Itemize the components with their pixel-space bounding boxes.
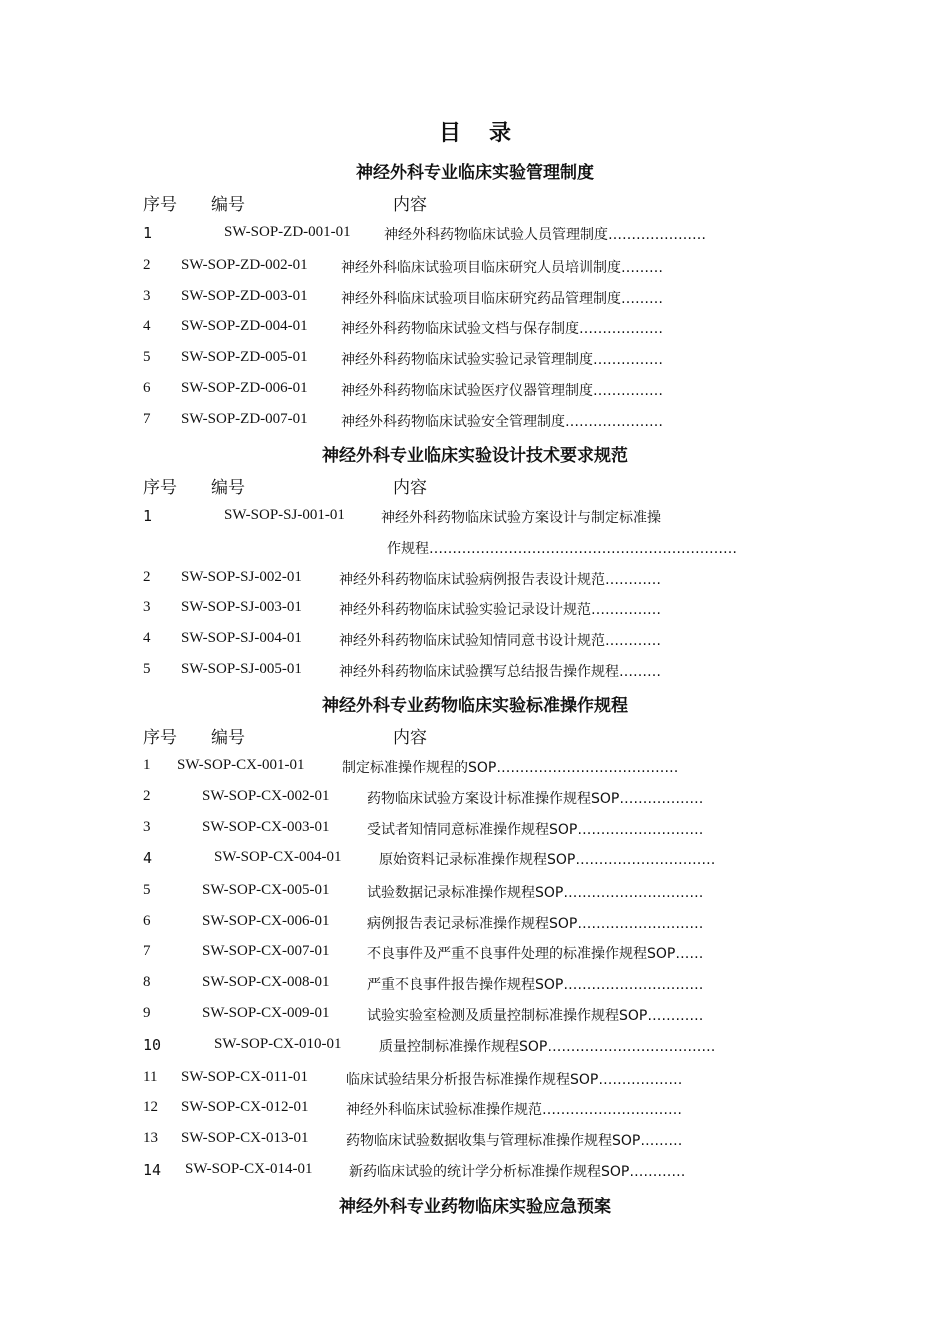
row-content: 神经外科药物临床试验知情同意书设计规范………… (339, 633, 661, 649)
row-code: SW-SOP-CX-005-01 (202, 882, 330, 898)
row-code: SW-SOP-SJ-002-01 (181, 569, 302, 585)
row-content: 质量控制标准操作规程SOP……………………………… (379, 1039, 716, 1055)
row-code: SW-SOP-CX-003-01 (202, 819, 330, 835)
column-header (0, 723, 950, 747)
row-num: 4 (143, 849, 153, 867)
row-num: 8 (143, 974, 151, 990)
header-code: 编号 (211, 728, 245, 748)
row-code: SW-SOP-CX-011-01 (181, 1069, 308, 1085)
toc-row[interactable] (0, 757, 950, 779)
row-num: 3 (143, 288, 151, 304)
row-num: 5 (143, 349, 151, 365)
toc-row[interactable] (0, 288, 950, 310)
header-content: 内容 (393, 478, 427, 498)
row-content: 神经外科药物临床试验实验记录管理制度…………… (341, 352, 663, 368)
row-num: 4 (143, 318, 151, 334)
row-num: 2 (143, 569, 151, 585)
row-num: 12 (143, 1099, 158, 1115)
row-content: 不良事件及严重不良事件处理的标准操作规程SOP…… (367, 946, 704, 962)
row-code: SW-SOP-ZD-003-01 (181, 288, 308, 304)
toc-row[interactable] (0, 1036, 950, 1058)
row-code: SW-SOP-CX-013-01 (181, 1130, 309, 1146)
row-code: SW-SOP-CX-010-01 (214, 1036, 342, 1052)
row-content: 神经外科药物临床试验方案设计与制定标准操 (381, 510, 661, 526)
row-code: SW-SOP-ZD-001-01 (224, 224, 351, 240)
row-num: 2 (143, 257, 151, 273)
row-num: 6 (143, 913, 151, 929)
toc-row[interactable] (0, 788, 950, 810)
row-code: SW-SOP-ZD-002-01 (181, 257, 308, 273)
row-num: 1 (143, 507, 153, 525)
toc-row-continued (0, 538, 950, 560)
row-content: 受试者知情同意标准操作规程SOP……………………… (367, 822, 704, 838)
row-content: 病例报告表记录标准操作规程SOP……………………… (367, 916, 704, 932)
row-num: 2 (143, 788, 151, 804)
row-num: 4 (143, 630, 151, 646)
row-num: 3 (143, 819, 151, 835)
row-code: SW-SOP-CX-004-01 (214, 849, 342, 865)
row-code: SW-SOP-CX-012-01 (181, 1099, 309, 1115)
toc-row[interactable] (0, 1005, 950, 1027)
toc-row[interactable] (0, 1130, 950, 1152)
row-num: 14 (143, 1161, 162, 1179)
row-code: SW-SOP-CX-002-01 (202, 788, 330, 804)
header-code: 编号 (211, 478, 245, 498)
row-code: SW-SOP-CX-014-01 (185, 1161, 313, 1177)
toc-row[interactable] (0, 661, 950, 683)
row-content: 严重不良事件报告操作规程SOP………………………… (367, 977, 704, 993)
header-content: 内容 (393, 728, 427, 748)
row-content: 药物临床试验方案设计标准操作规程SOP……………… (367, 791, 704, 807)
toc-row[interactable] (0, 507, 950, 529)
row-content: 原始资料记录标准操作规程SOP………………………… (379, 852, 716, 868)
toc-row[interactable] (0, 380, 950, 402)
row-code: SW-SOP-CX-008-01 (202, 974, 330, 990)
row-code: SW-SOP-CX-001-01 (177, 757, 305, 773)
toc-row[interactable] (0, 411, 950, 433)
row-code: SW-SOP-SJ-004-01 (181, 630, 302, 646)
row-content-continued: 作规程………………………………………………………… (387, 541, 737, 557)
row-num: 5 (143, 882, 151, 898)
row-content: 药物临床试验数据收集与管理标准操作规程SOP……… (346, 1133, 683, 1149)
row-code: SW-SOP-SJ-001-01 (224, 507, 345, 523)
row-content: 神经外科药物临床试验实验记录设计规范…………… (339, 602, 661, 618)
row-content: 新药临床试验的统计学分析标准操作规程SOP………… (349, 1164, 686, 1180)
toc-row[interactable] (0, 819, 950, 841)
row-content: 神经外科药物临床试验人员管理制度………………… (384, 227, 706, 243)
toc-row[interactable] (0, 318, 950, 340)
row-content: 神经外科临床试验标准操作规范………………………… (346, 1102, 682, 1118)
row-code: SW-SOP-ZD-007-01 (181, 411, 308, 427)
row-content: 试验数据记录标准操作规程SOP………………………… (367, 885, 704, 901)
toc-row[interactable] (0, 882, 950, 904)
toc-row[interactable] (0, 224, 950, 246)
row-num: 1 (143, 224, 153, 242)
row-content: 神经外科药物临床试验病例报告表设计规范………… (339, 572, 661, 588)
row-code: SW-SOP-SJ-003-01 (181, 599, 302, 615)
row-content: 神经外科药物临床试验文档与保存制度……………… (341, 321, 663, 337)
row-num: 13 (143, 1130, 158, 1146)
row-num: 1 (143, 757, 151, 773)
page-title: 目录 (438, 121, 539, 146)
toc-row[interactable] (0, 599, 950, 621)
row-num: 6 (143, 380, 151, 396)
row-content: 制定标准操作规程的SOP………………………………… (342, 760, 679, 776)
row-num: 7 (143, 943, 151, 959)
row-content: 神经外科临床试验项目临床研究药品管理制度……… (341, 291, 663, 307)
header-num: 序号 (143, 728, 177, 748)
toc-row[interactable] (0, 943, 950, 965)
row-num: 9 (143, 1005, 151, 1021)
header-code: 编号 (211, 195, 245, 215)
toc-row[interactable] (0, 1161, 950, 1183)
header-num: 序号 (143, 195, 177, 215)
row-content: 临床试验结果分析报告标准操作规程SOP……………… (346, 1072, 683, 1088)
toc-row[interactable] (0, 849, 950, 871)
row-code: SW-SOP-CX-009-01 (202, 1005, 330, 1021)
row-content: 试验实验室检测及质量控制标准操作规程SOP………… (367, 1008, 704, 1024)
row-content: 神经外科临床试验项目临床研究人员培训制度……… (341, 260, 663, 276)
toc-row[interactable] (0, 1099, 950, 1121)
row-num: 7 (143, 411, 151, 427)
toc-row[interactable] (0, 974, 950, 996)
column-header (0, 190, 950, 214)
row-num: 5 (143, 661, 151, 677)
row-code: SW-SOP-SJ-005-01 (181, 661, 302, 677)
toc-row[interactable] (0, 1069, 950, 1091)
section-title: 神经外科专业药物临床实验应急预案 (339, 1197, 611, 1217)
row-num: 11 (143, 1069, 158, 1085)
toc-row[interactable] (0, 913, 950, 935)
row-code: SW-SOP-CX-006-01 (202, 913, 330, 929)
row-code: SW-SOP-ZD-004-01 (181, 318, 308, 334)
section-title: 神经外科专业临床实验管理制度 (356, 163, 594, 183)
row-num: 10 (143, 1036, 162, 1054)
section-title: 神经外科专业药物临床实验标准操作规程 (322, 696, 628, 716)
toc-row[interactable] (0, 630, 950, 652)
header-num: 序号 (143, 478, 177, 498)
header-content: 内容 (393, 195, 427, 215)
toc-row[interactable] (0, 257, 950, 279)
section-title: 神经外科专业临床实验设计技术要求规范 (322, 446, 628, 466)
toc-row[interactable] (0, 349, 950, 371)
row-num: 3 (143, 599, 151, 615)
row-content: 神经外科药物临床试验安全管理制度………………… (341, 414, 663, 430)
row-code: SW-SOP-CX-007-01 (202, 943, 330, 959)
row-code: SW-SOP-ZD-006-01 (181, 380, 308, 396)
row-content: 神经外科药物临床试验医疗仪器管理制度…………… (341, 383, 663, 399)
toc-row[interactable] (0, 569, 950, 591)
row-content: 神经外科药物临床试验撰写总结报告操作规程……… (339, 664, 661, 680)
column-header (0, 473, 950, 497)
row-code: SW-SOP-ZD-005-01 (181, 349, 308, 365)
